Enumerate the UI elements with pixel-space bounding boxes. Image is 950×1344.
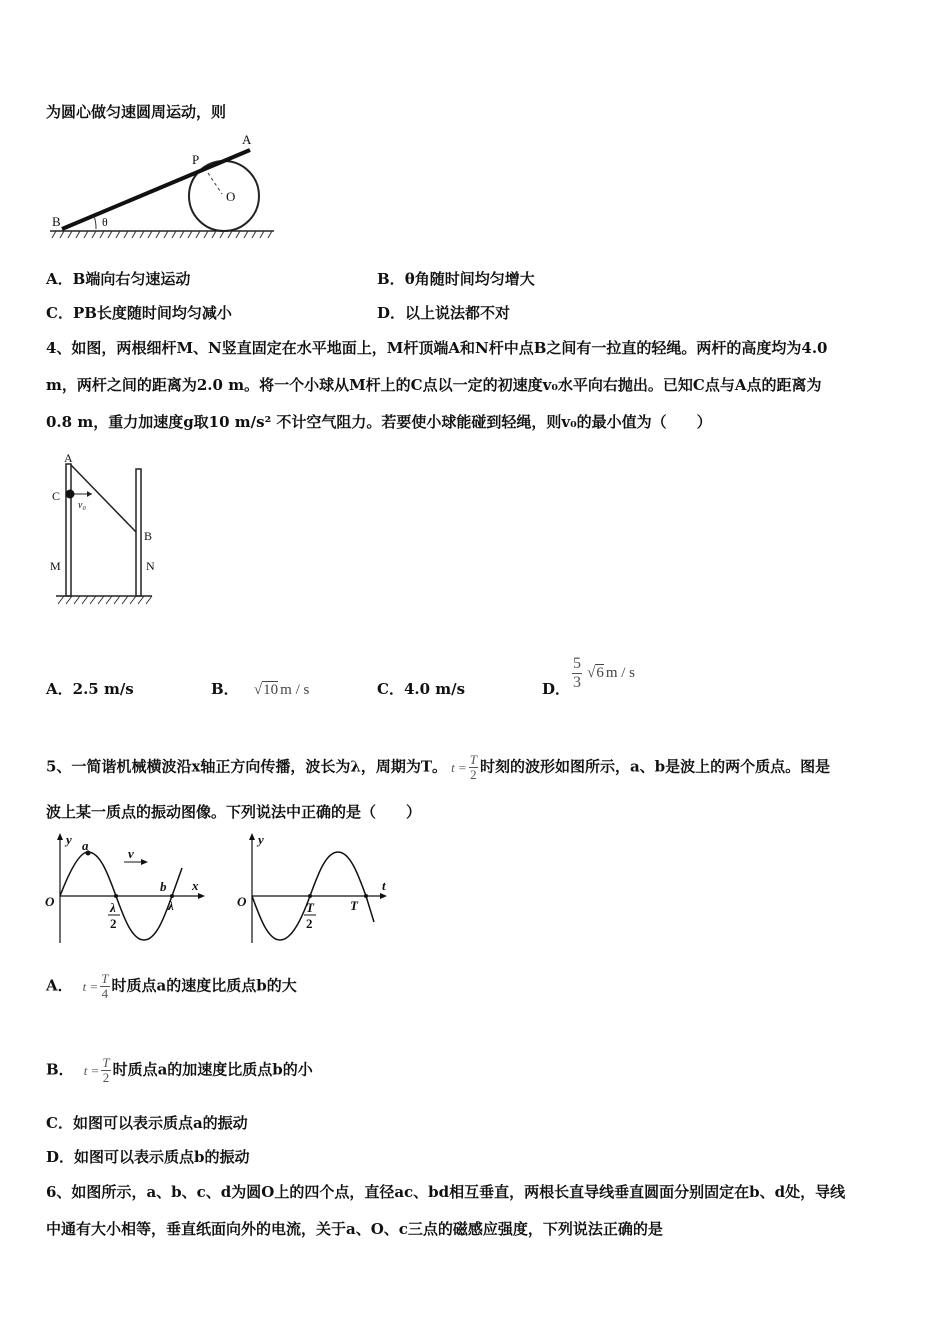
q6-stem-line1: 6、如图所示，a、b、c、d为圆O上的四个点，直径ac、bd相互垂直，两根长直导线垂直圆面分别固定在b、d处，导线 bbox=[46, 1183, 846, 1201]
q5-wave-a: a bbox=[82, 838, 89, 853]
q5-wave-x: x bbox=[192, 878, 199, 893]
q4-ball bbox=[66, 490, 75, 499]
q5-vib-t-half-num: T bbox=[306, 900, 314, 915]
q4-option-b[interactable]: B． √10 m / s bbox=[211, 680, 310, 698]
q5-vibration-graph bbox=[232, 828, 402, 948]
q5-vib-period: T bbox=[350, 898, 358, 913]
q4-rod-n bbox=[136, 469, 141, 596]
q5-vib-t-half-den: 2 bbox=[306, 916, 313, 931]
q4-figure bbox=[44, 450, 164, 610]
q4-label-A: A bbox=[64, 451, 73, 465]
q5-option-b[interactable]: B． t = $\frac{T}{2}$ 时质点a的加速度比质点b的小 bbox=[46, 1055, 313, 1085]
q5-vib-origin: O bbox=[237, 894, 247, 909]
q3-option-d[interactable]: D．以上说法都不对 bbox=[377, 304, 511, 322]
q5-option-d[interactable]: D．如图可以表示质点b的振动 bbox=[46, 1148, 250, 1166]
q4-option-c[interactable]: C．4.0 m/s bbox=[377, 680, 466, 698]
q5-option-a[interactable]: A． t = $\frac{T}{4}$ 时质点a的速度比质点b的大 bbox=[46, 971, 297, 1001]
q4-label-C: C bbox=[52, 489, 61, 503]
q4-label-B: B bbox=[144, 529, 153, 543]
q3-label-A: A bbox=[242, 132, 252, 147]
q5-stem-line2: 波上某一质点的振动图像。下列说法中正确的是（ ） bbox=[46, 803, 422, 821]
q6-stem-line2: 中通有大小相等，垂直纸面向外的电流，关于a、O、c三点的磁感应强度，下列说法正确的是 bbox=[46, 1220, 663, 1238]
q4-stem-line2: m，两杆之间的距离为2.0 m。将一个小球从M杆上的C点以一定的初速度v₀水平向右抛出。已知C点与A点的距离为 bbox=[46, 376, 822, 394]
q5-vib-y: y bbox=[258, 832, 264, 847]
q3-stem-tail: 为圆心做匀速圆周运动，则 bbox=[46, 103, 227, 121]
q3-figure bbox=[44, 128, 284, 246]
q4-label-M: M bbox=[50, 559, 61, 573]
q4-label-N: N bbox=[146, 559, 155, 573]
q4-rod-m bbox=[66, 464, 71, 596]
q5-stem-line1: 5、一简谐机械横波沿x轴正方向传播，波长为λ，周期为T。 t = $\frac{T}{2}$ 时刻的波形如图所示，a、b是波上的两个质点。图是 bbox=[46, 752, 831, 782]
q5-wave-b: b bbox=[160, 879, 167, 894]
q4-option-d[interactable]: D． bbox=[542, 680, 571, 698]
q3-option-a[interactable]: A．B端向右匀速运动 bbox=[46, 270, 191, 288]
q3-option-b[interactable]: B．θ角随时间均匀增大 bbox=[377, 270, 535, 288]
q5-wave-origin: O bbox=[45, 894, 55, 909]
q4-option-b-expr: √10 m / s bbox=[253, 682, 310, 698]
q4-rope bbox=[71, 465, 136, 532]
q5-wave-lambda-half-num: λ bbox=[110, 900, 116, 915]
q3-option-c[interactable]: C．PB长度随时间均匀减小 bbox=[46, 304, 232, 322]
q4-stem-line3: 0.8 m，重力加速度g取10 m/s² 不计空气阻力。若要使小球能碰到轻绳，则v₀的最小值为（ ） bbox=[46, 413, 712, 431]
q5-vib-t: t bbox=[382, 878, 386, 893]
q4-option-d-expr: $\frac{5}{3}$ √6 m / s bbox=[573, 655, 636, 691]
q4-option-a[interactable]: A．2.5 m/s bbox=[46, 680, 134, 698]
q5-option-c[interactable]: C．如图可以表示质点a的振动 bbox=[46, 1114, 248, 1132]
q5-wave-lambda-half-den: 2 bbox=[110, 916, 117, 931]
q5-wave-lambda: λ bbox=[168, 898, 174, 913]
q3-rod bbox=[62, 150, 250, 229]
q3-label-P: P bbox=[192, 152, 200, 167]
q5-wave-v: v bbox=[128, 846, 134, 861]
q3-label-O: O bbox=[226, 189, 236, 204]
q5-wave-graph bbox=[40, 828, 210, 948]
q4-label-v0: v₀ bbox=[78, 500, 86, 511]
q3-label-B: B bbox=[52, 214, 61, 229]
q5-wave-y: y bbox=[66, 832, 72, 847]
q4-stem-line1: 4、如图，两根细杆M、N竖直固定在水平地面上，M杆顶端A和N杆中点B之间有一拉直的轻绳。两杆的高度均为4.0 bbox=[46, 339, 828, 357]
q3-label-theta: θ bbox=[102, 215, 108, 229]
